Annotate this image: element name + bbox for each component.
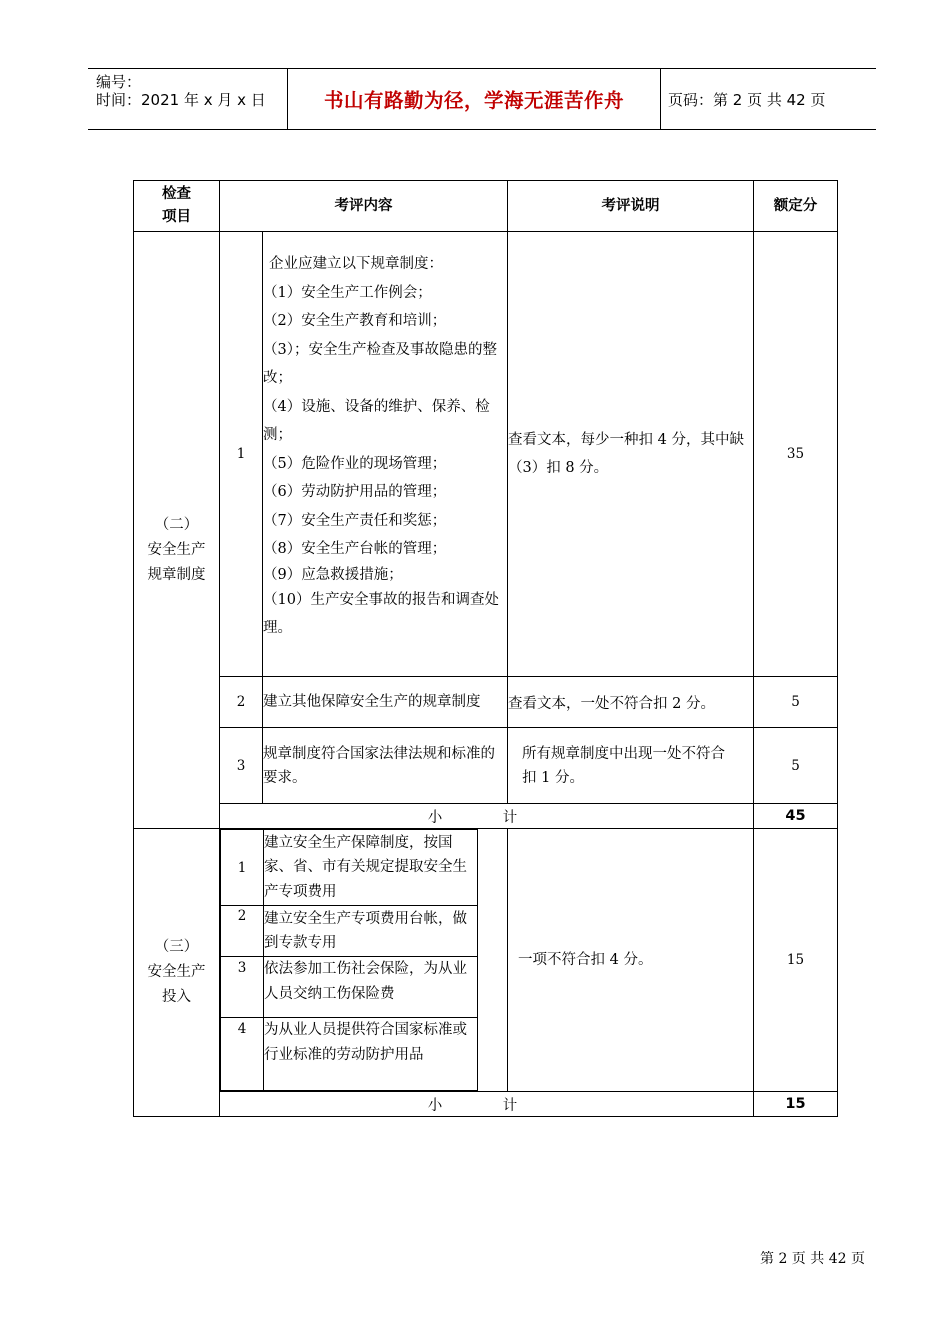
- page-footer: 第 2 页 共 42 页: [760, 1251, 865, 1267]
- header-description: 考评说明: [508, 181, 754, 232]
- content: 为从业人员提供符合国家标准或行业标准的劳动防护用品: [264, 1018, 478, 1091]
- content-line: （8）安全生产台帐的管理；: [263, 541, 447, 557]
- row-number: 2: [221, 906, 264, 957]
- assessment-table: [133, 180, 838, 1117]
- subtotal-value: 15: [754, 1092, 838, 1117]
- category-regulations: （二） 安全生产 规章制度: [134, 232, 220, 829]
- content-line: （3）；安全生产检查及事故隐患的整改；: [263, 341, 497, 386]
- list-item: [221, 1018, 508, 1091]
- content-line: （9）应急救援措施；: [263, 566, 403, 583]
- investment-item-list: [220, 829, 508, 1091]
- content-line: （10）生产安全事故的报告和调查处理。: [263, 591, 499, 636]
- header-date: 时间：2021 年 x 月 x 日: [96, 91, 266, 109]
- subtotal-label: 小 计: [220, 1092, 754, 1117]
- category-investment: （三） 安全生产 投入: [134, 829, 220, 1117]
- subtotal-value: 45: [754, 804, 838, 829]
- list-item: [221, 957, 508, 1018]
- score: 35: [754, 232, 838, 677]
- header-content: 考评内容: [220, 181, 508, 232]
- row-number: 2: [220, 677, 263, 728]
- content-line: 企业应建立以下规章制度：: [269, 256, 443, 272]
- content: 建立其他保障安全生产的规章制度: [263, 677, 508, 728]
- table-row: [134, 677, 838, 728]
- row-number: 3: [221, 957, 264, 1018]
- header-check-item: 检查 项目: [134, 181, 220, 232]
- score: 5: [754, 728, 838, 804]
- table-row: [134, 728, 838, 804]
- score: 15: [754, 829, 838, 1092]
- description: 一项不符合扣 4 分。: [508, 829, 754, 1092]
- subtotal-label: 小 计: [220, 804, 754, 829]
- header-score: 额定分: [754, 181, 838, 232]
- content-line: （7）安全生产责任和奖惩；: [263, 512, 447, 529]
- content: 建立安全生产专项费用台帐，做到专款专用: [264, 906, 478, 957]
- content-line: （2）安全生产教育和培训；: [263, 313, 447, 329]
- content-list: [263, 232, 508, 677]
- subtotal-row: [134, 804, 838, 829]
- table-header-row: [134, 181, 838, 232]
- content-line: （6）劳动防护用品的管理；: [263, 484, 447, 500]
- subtotal-row: [134, 1092, 838, 1117]
- content: 建立安全生产保障制度，按国家、省、市有关规定提取安全生产专项费用: [264, 830, 478, 906]
- content: 依法参加工伤社会保险，为从业人员交纳工伤保险费: [264, 957, 478, 1018]
- description: 查看文本，一处不符合扣 2 分。: [508, 677, 754, 728]
- row-number: 1: [221, 830, 264, 906]
- list-item: [221, 906, 508, 957]
- description: 查看文本，每少一种扣 4 分，其中缺（3）扣 8 分。: [508, 232, 754, 677]
- row-number: 4: [221, 1018, 264, 1091]
- content: 规章制度符合国家法律法规和标准的要求。: [263, 728, 508, 804]
- description: 所有规章制度中出现一处不符合扣 1 分。: [508, 728, 754, 804]
- content-line: （1）安全生产工作例会；: [263, 284, 432, 301]
- table-row: [134, 829, 838, 1092]
- row-number: 3: [220, 728, 263, 804]
- header-motto: 书山有路勤为径，学海无涯苦作舟: [288, 69, 661, 129]
- table-row: [134, 232, 838, 677]
- header-page-number: 页码：第 2 页 共 42 页: [668, 90, 826, 109]
- content-line: （5）危险作业的现场管理；: [263, 455, 447, 472]
- row-number: 1: [220, 232, 263, 677]
- investment-items: [220, 829, 508, 1092]
- score: 5: [754, 677, 838, 728]
- content-line: （4）设施、设备的维护、保养、检测；: [263, 398, 490, 443]
- header-number-label: 编号：: [96, 73, 142, 91]
- page-header: [88, 68, 876, 130]
- list-item: [221, 830, 508, 906]
- header-meta: [88, 69, 288, 129]
